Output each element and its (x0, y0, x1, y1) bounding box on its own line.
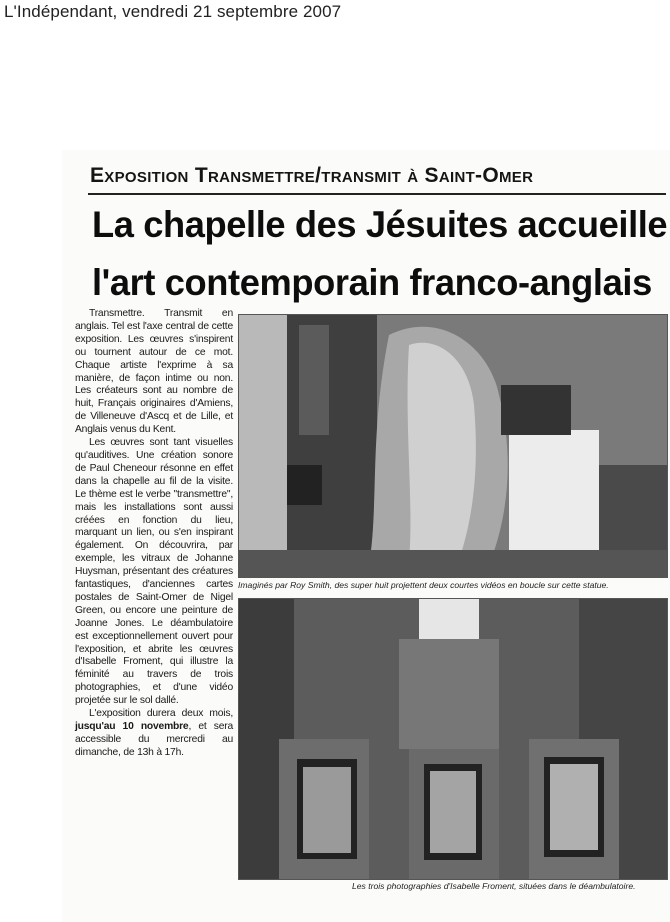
headline-line-2: l'art contemporain franco-anglais (92, 262, 652, 303)
statue-photo (238, 314, 668, 578)
exhibition-end-date: jusqu'au 10 novembre (75, 721, 189, 732)
article-body (75, 308, 233, 760)
newspaper-source-line: L'Indépendant, vendredi 21 septembre 2007 (4, 2, 342, 21)
headline-line-1: La chapelle des Jésuites accueille (92, 204, 668, 245)
ambulatory-photo (238, 598, 668, 880)
last-paragraph-end: , et sera accessible du mercredi au dimanche, de 13h à 17h. (75, 721, 233, 758)
article-rubric: Exposition Transmettre/transmit à Saint-Omer (90, 164, 534, 187)
body-paragraph: Les œuvres sont tant visuelles qu'auditives. Une création sonore de Paul Cheneour résonne en effet dans la chapelle au fil de la visite. Le thème est le verbe "transmettre", mais les installations sont aussi créées en fonction du lieu, marquant un lien, ou s'en inspirant également. On découvrira, par exemple, les vitraux de Johanne Huysman, présentant des créatures fantastiques, d'anciennes cartes postales de Saint-Omer de Nigel Green, ou encore une peinture de Joanne Jones. Le déambulatoire est exceptionnellement ouvert pour l'exposition, et abrite les œuvres d'Isabelle Froment, qui illustre la féminité au travers de trois photographies, et d'une vidéo projetée sur le sol dallé. (75, 437, 233, 707)
last-paragraph-start: L'exposition durera deux mois, (89, 708, 233, 720)
newspaper-clipping (62, 150, 670, 922)
rubric-rule (88, 193, 666, 195)
body-paragraph: Transmettre. Transmit en anglais. Tel est l'axe central de cette exposition. Les œuvres s'inspirent ou tournent autour de ce mot. Chaque artiste l'exprime à sa manière, de façon intime ou non. Les créateurs sont au nombre de huit, Français originaires d'Amiens, de Villeneuve d'Ascq et de Lille, et Anglais venus du Kent. (75, 308, 233, 436)
body-paragraph-last (75, 708, 233, 760)
ambulatory-photo-caption: Les trois photographies d'Isabelle Froment, situées dans le déambulatoire. (352, 881, 636, 891)
article-headline (92, 196, 668, 312)
statue-photo-caption: Imaginés par Roy Smith, des super huit projettent deux courtes vidéos en boucle sur cette statue. (238, 580, 609, 590)
